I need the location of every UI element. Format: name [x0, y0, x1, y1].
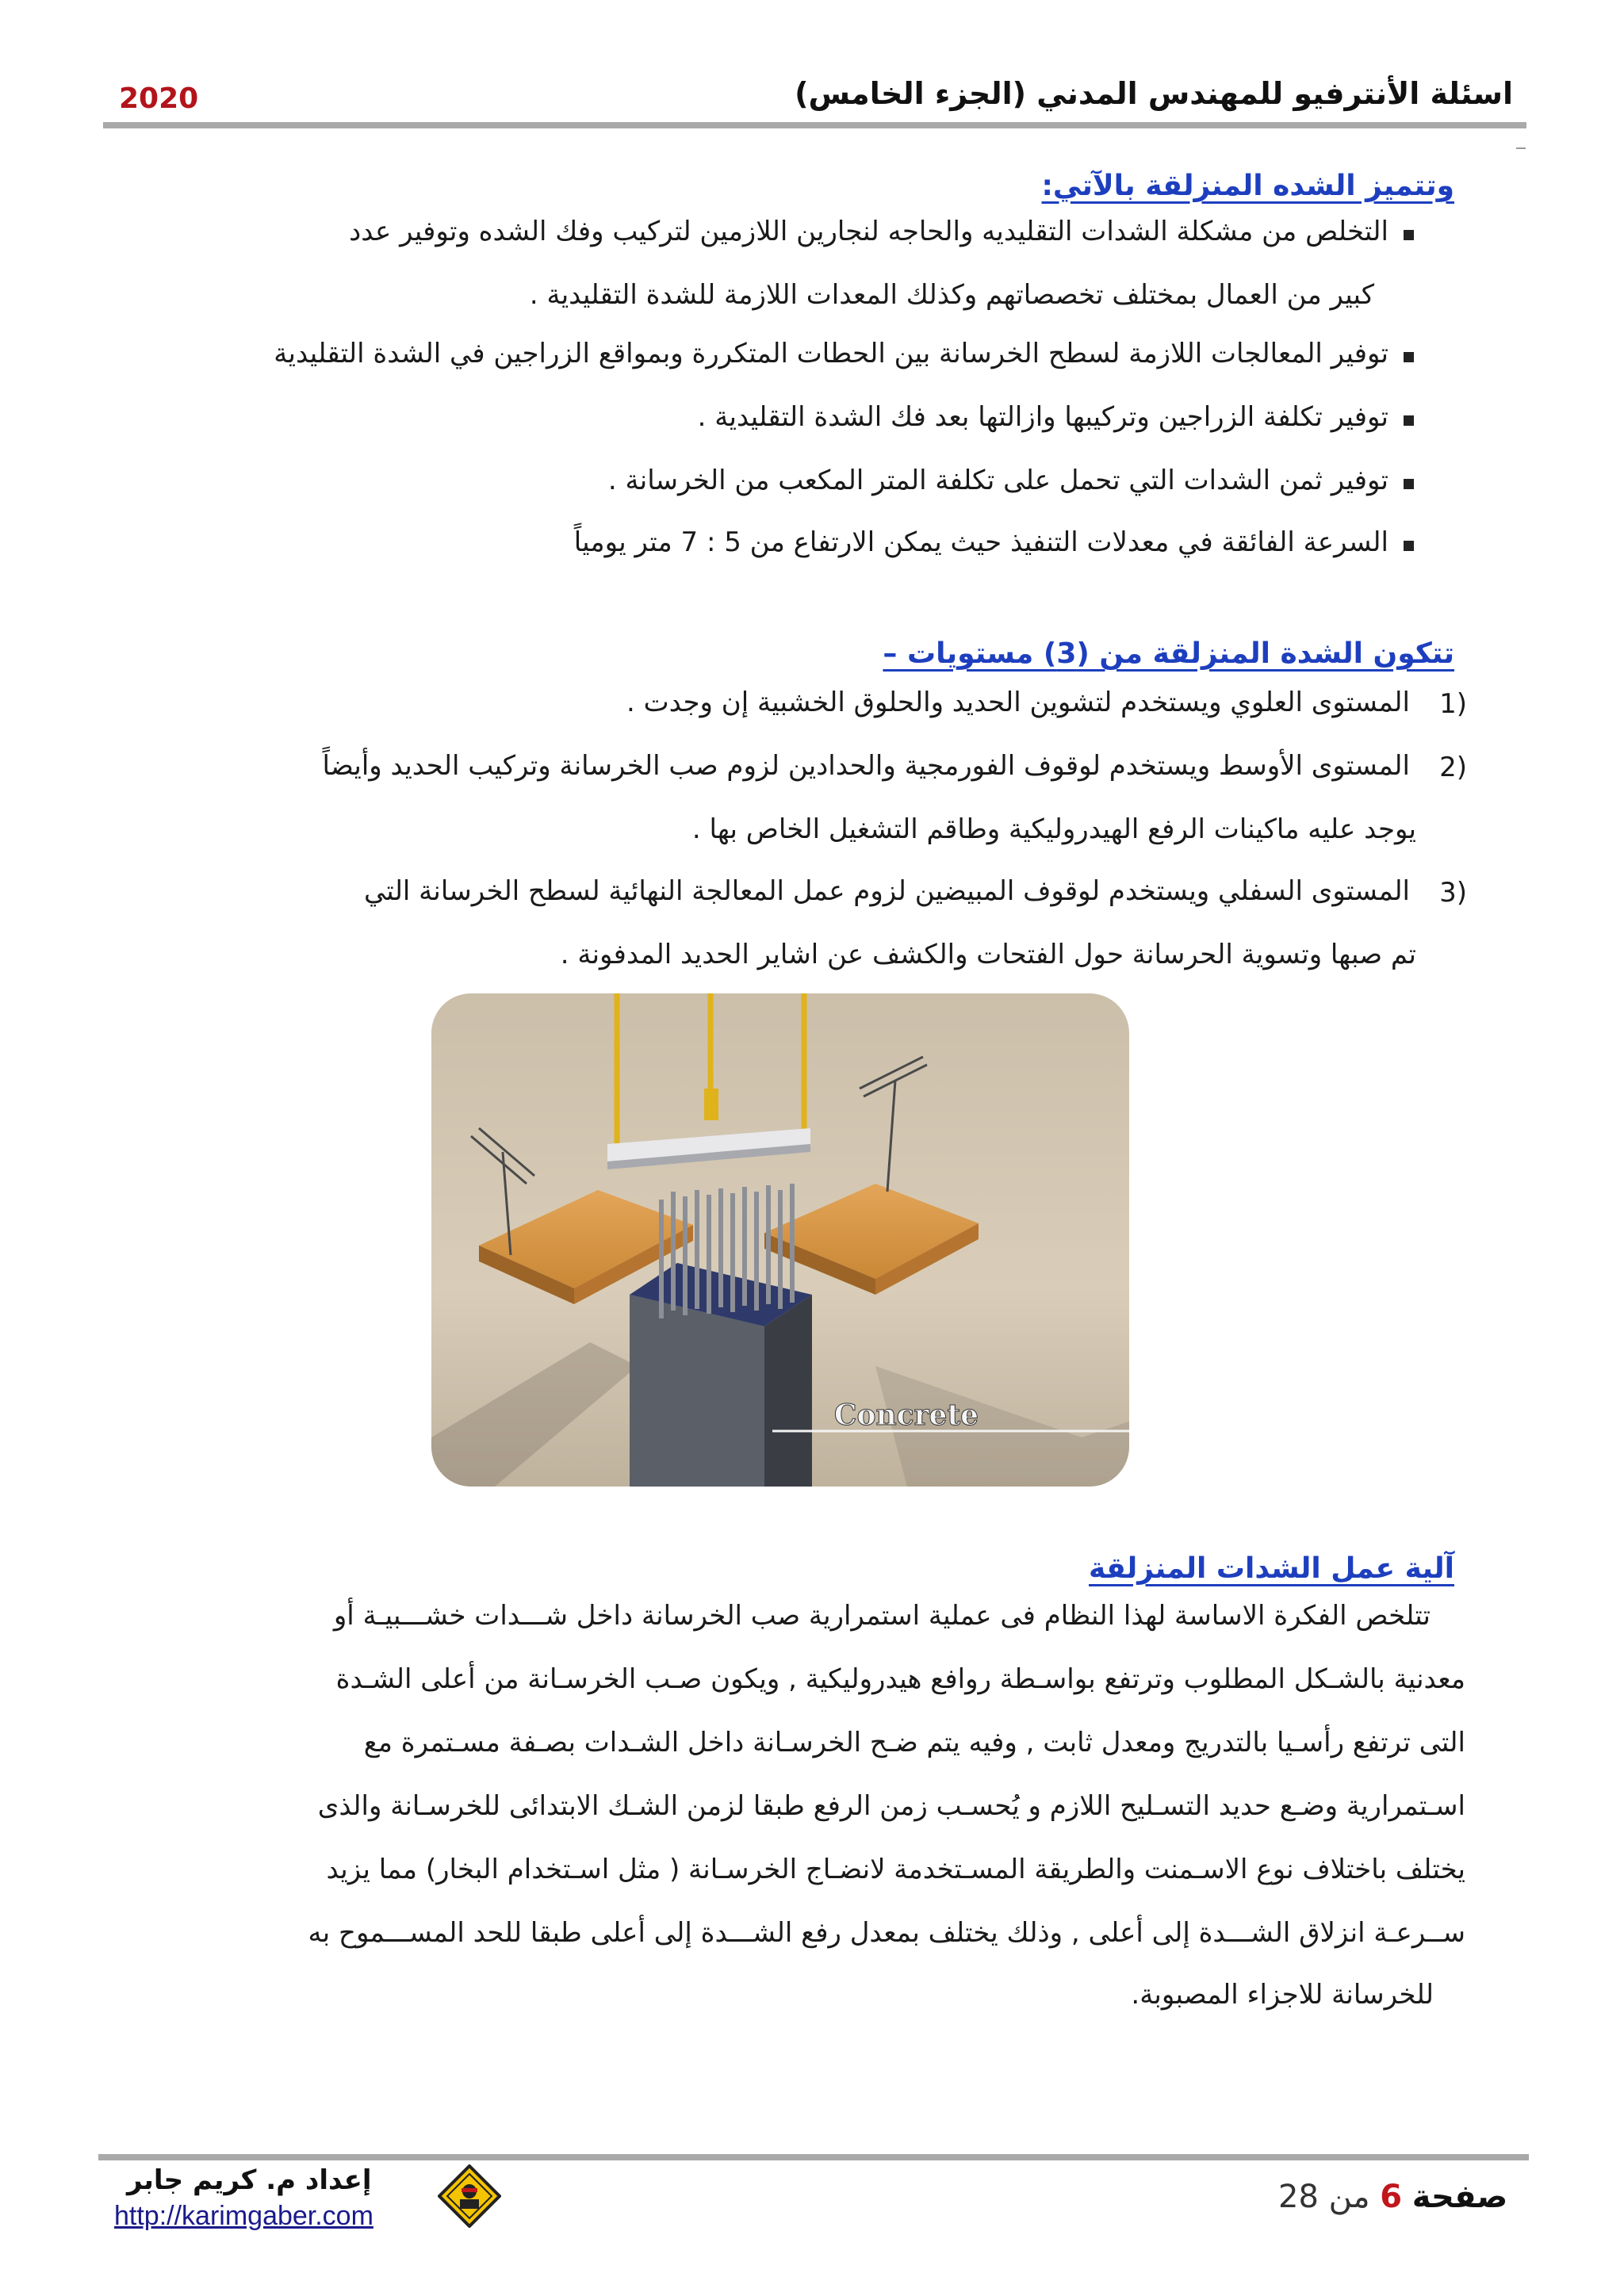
section-heading-levels: تتكون الشدة المنزلقة من (3) مستويات – [883, 637, 1454, 670]
header-divider [103, 122, 1526, 128]
bullet-marker [1404, 415, 1414, 426]
bullet-marker [1404, 479, 1414, 489]
paragraph-line: اسـتمرارية وضـع حديد التسـليح اللازم و يُحسـب زمن الرفع طبقا لزمن الشـك الابتدائى للخرسـانة والذى [317, 1790, 1465, 1822]
paragraph-line: يختلف باختلاف نوع الاسـمنت والطريقة المسـتخدمة لانضـاج الخرسـانة ( مثل اسـتخدام البخار) مما يزيد [326, 1854, 1465, 1885]
list-item: السرعة الفائقة في معدلات التنفيذ حيث يمكن الارتفاع من 5 : 7 متر يومياً [573, 526, 1388, 558]
list-number: 1) [1439, 688, 1467, 720]
document-year: 2020 [119, 82, 199, 115]
paragraph-line: التى ترتفع رأسـيا بالتدريج ومعدل ثابت , وفيه يتم ضـح الخرسـانة داخل الشـدات بصـفة مسـتمرة مع [363, 1727, 1465, 1758]
paragraph-line: ســرعـة انزلاق الشـــدة إلى أعلى , وذلك يختلف بمعدل رفع الشـــدة إلى أعلى طبقا للحد المســـموح به [308, 1917, 1465, 1949]
section-heading-mechanism: آلية عمل الشدات المنزلقة [1089, 1552, 1454, 1585]
footer-author: إعداد م. كريم جابر [127, 2164, 372, 2196]
page-number [1278, 2179, 1507, 2215]
list-item-continuation: يوجد عليه ماكينات الرفع الهيدروليكية وطاقم التشغيل الخاص بها . [691, 813, 1416, 845]
figure-label: Concrete [833, 1399, 979, 1432]
list-number: 3) [1439, 877, 1467, 909]
document-title: اسئلة الأنترفيو للمهندس المدني (الجزء الخامس) [795, 76, 1513, 111]
page-current: 6 [1380, 2179, 1403, 2215]
bullet-marker [1404, 230, 1414, 240]
slipform-illustration [431, 993, 1129, 1487]
page-total: 28 [1278, 2179, 1319, 2215]
footer-website-link[interactable]: http://karimgaber.com [114, 2201, 373, 2231]
list-item: توفير تكلفة الزراجين وتركيبها وازالتها بعد فك الشدة التقليدية . [697, 401, 1388, 433]
paragraph-line: للخرسانة للاجزاء المصبوبة. [1131, 1979, 1434, 2011]
list-item: التخلص من مشكلة الشدات التقليديه والحاجه لنجارين اللازمين لتركيب وفك الشده وتوفير عدد [349, 216, 1388, 247]
header-tick [1516, 147, 1526, 149]
page-word: صفحة [1411, 2179, 1508, 2215]
section-heading-features: وتتميز الشده المنزلقة بالآتي: [1041, 170, 1454, 202]
list-number: 2) [1439, 752, 1467, 783]
list-item: توفير ثمن الشدات التي تحمل على تكلفة المتر المكعب من الخرسانة . [607, 465, 1388, 496]
list-item: توفير المعالجات اللازمة لسطح الخرسانة بين الحطات المتكررة وبمواقع الزراجين في الشدة التقليدية [274, 338, 1388, 369]
list-item-continuation: كبير من العمال بمختلف تخصصاتهم وكذلك المعدات اللازمة للشدة التقليدية . [529, 279, 1374, 311]
bullet-marker [1404, 541, 1414, 551]
list-item: المستوى العلوي ويستخدم لتشوين الحديد والحلوق الخشبية إن وجدت . [626, 687, 1410, 718]
list-item: المستوى الأوسط ويستخدم لوقوف الفورمجية والحدادين لزوم صب الخرسانة وتركيب الحديد وأيضاً [322, 750, 1410, 782]
author-logo-icon [438, 2164, 501, 2228]
list-item-continuation: تم صبها وتسوية الحرسانة حول الفتحات والكشف عن اشاير الحديد المدفونة . [560, 939, 1416, 970]
bullet-marker [1404, 352, 1414, 362]
paragraph-line: معدنية بالشـكل المطلوب وترتفع بواسـطة روافع هيدروليكية , ويكون صـب الخرسـانة من أعلى الشـدة [335, 1663, 1465, 1695]
list-item: المستوى السفلي ويستخدم لوقوف المبيضين لزوم عمل المعالجة النهائية لسطح الخرسانة التي [363, 875, 1410, 907]
page-of-word: من [1328, 2179, 1370, 2215]
footer-divider [98, 2154, 1529, 2160]
paragraph-line: تتلخص الفكرة الاساسة لهذا النظام فى عملية استمرارية صب الخرسانة داخل شـــدات خشـــبيـة أو [333, 1600, 1431, 1632]
